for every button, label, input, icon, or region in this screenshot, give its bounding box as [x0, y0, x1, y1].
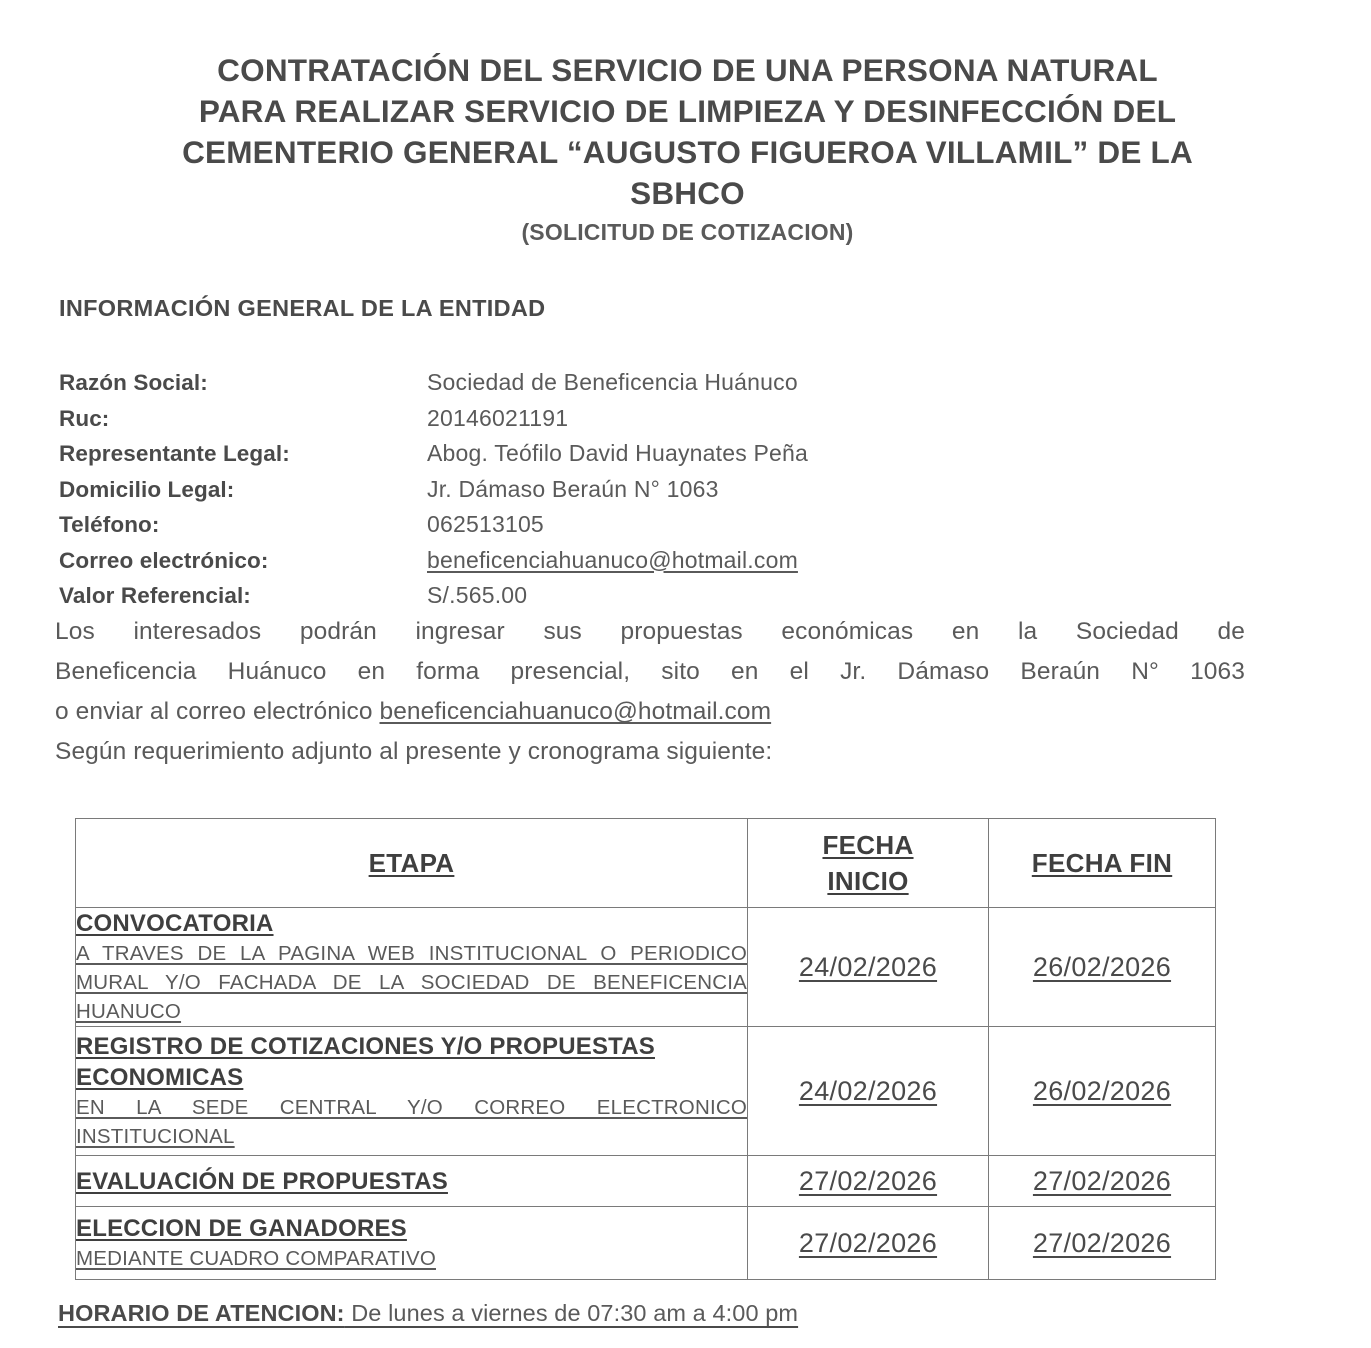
info-value-representante-legal: Abog. Teófilo David Huaynates Peña — [427, 440, 809, 466]
paragraph-line-3 — [55, 692, 1245, 732]
paragraph-line-1: Los interesados podrán ingresar sus propuestas económicas en la Sociedad de — [55, 618, 1245, 645]
info-value-valor-referencial: S/.565.00 — [427, 582, 528, 608]
column-header-etapa — [76, 819, 748, 908]
info-value-telefono: 062513105 — [427, 511, 544, 537]
info-label-representante-legal: Representante Legal: — [59, 441, 290, 466]
info-label-ruc: Ruc: — [59, 405, 110, 431]
info-label-valor-referencial: Valor Referencial: — [59, 583, 251, 608]
info-value-razon-social: Sociedad de Beneficencia Huánuco — [427, 369, 798, 395]
table-row — [76, 908, 1216, 1027]
section-heading-entity-info: INFORMACIÓN GENERAL DE LA ENTIDAD — [59, 295, 546, 321]
etapa-subtext-registro-cotizaciones: EN LA SEDE CENTRAL Y/O CORREO ELECTRONICO INSTITUCIONAL — [76, 1096, 747, 1148]
table-row — [76, 1207, 1216, 1280]
document-subtitle: (SOLICITUD DE COTIZACION) — [521, 219, 854, 245]
attention-hours-value: De lunes a viernes de 07:30 am a 4:00 pm — [344, 1300, 799, 1326]
column-header-fecha-fin — [989, 819, 1216, 908]
info-row-representante-legal — [59, 436, 1309, 472]
info-row-domicilio-legal — [59, 472, 1309, 508]
column-header-fecha-fin-label: FECHA FIN — [1031, 848, 1173, 878]
paragraph-email-link[interactable]: beneficenciahuanuco@hotmail.com — [379, 698, 772, 725]
info-value-domicilio-legal: Jr. Dámaso Beraún N° 1063 — [427, 475, 719, 502]
paragraph-line-2: Beneficencia Huánuco en forma presencial, sito en el Jr. Dámaso Beraún N° 1063 — [55, 658, 1245, 685]
title-line-4: SBHCO — [630, 175, 745, 211]
cell-fecha-inicio-convocatoria — [748, 908, 989, 1027]
info-label-telefono: Teléfono: — [59, 512, 160, 537]
cell-etapa-registro-cotizaciones — [76, 1027, 748, 1156]
table-row — [76, 1027, 1216, 1156]
info-row-telefono — [59, 507, 1309, 543]
attention-hours-label: HORARIO DE ATENCION: — [58, 1300, 345, 1326]
date-value: 24/02/2026 — [798, 951, 938, 982]
date-value: 27/02/2026 — [1032, 1165, 1172, 1196]
table-header-row — [76, 819, 1216, 908]
etapa-title-evaluacion-propuestas: EVALUACIÓN DE PROPUESTAS — [76, 1167, 448, 1195]
info-row-valor-referencial — [59, 578, 1309, 614]
schedule-table-body — [76, 908, 1216, 1280]
instructions-paragraph — [55, 612, 1245, 772]
paragraph-line-4: Según requerimiento adjunto al presente y cronograma siguiente: — [55, 738, 773, 765]
date-value: 27/02/2026 — [798, 1227, 938, 1258]
entity-info-list — [59, 365, 1309, 614]
date-value: 27/02/2026 — [798, 1165, 938, 1196]
column-header-etapa-label: ETAPA — [368, 848, 455, 878]
date-value: 26/02/2026 — [1032, 1075, 1172, 1106]
info-row-correo-electronico — [59, 543, 1309, 579]
etapa-subtext-convocatoria: A TRAVES DE LA PAGINA WEB INSTITUCIONAL O PERIODICO MURAL Y/O FACHADA DE LA SOCIEDAD DE BENEFICENCIA HUANUCO — [76, 942, 747, 1023]
etapa-subtext-eleccion-ganadores: MEDIANTE CUADRO COMPARATIVO — [76, 1247, 436, 1270]
info-label-razon-social: Razón Social: — [59, 370, 208, 395]
info-row-ruc — [59, 401, 1309, 437]
cell-fecha-fin-eleccion-ganadores — [989, 1207, 1216, 1280]
schedule-table — [75, 818, 1216, 1280]
column-header-fecha-inicio-line2: INICIO — [827, 866, 909, 896]
schedule-table-head — [76, 819, 1216, 908]
title-line-3: CEMENTERIO GENERAL “AUGUSTO FIGUEROA VILLAMIL” DE LA — [182, 134, 1193, 170]
cell-fecha-inicio-eleccion-ganadores — [748, 1207, 989, 1280]
etapa-title-registro-cotizaciones: REGISTRO DE COTIZACIONES Y/O PROPUESTAS ECONOMICAS — [76, 1033, 655, 1091]
cell-fecha-inicio-registro-cotizaciones — [748, 1027, 989, 1156]
cell-fecha-fin-registro-cotizaciones — [989, 1027, 1216, 1156]
column-header-fecha-inicio-line1: FECHA — [822, 830, 914, 860]
attention-hours-footer — [58, 1300, 804, 1327]
cell-fecha-fin-convocatoria — [989, 908, 1216, 1027]
date-value: 27/02/2026 — [1032, 1227, 1172, 1258]
info-value-correo-electronico[interactable]: beneficenciahuanuco@hotmail.com — [427, 546, 798, 573]
paragraph-line-3-prefix: o enviar al correo electrónico — [55, 698, 380, 725]
info-label-correo-electronico: Correo electrónico: — [59, 547, 269, 573]
cell-etapa-evaluacion-propuestas — [76, 1156, 748, 1207]
date-value: 26/02/2026 — [1032, 951, 1172, 982]
info-value-ruc: 20146021191 — [427, 404, 569, 431]
info-label-domicilio-legal: Domicilio Legal: — [59, 476, 235, 502]
info-row-razon-social — [59, 365, 1309, 401]
cell-fecha-fin-evaluacion-propuestas — [989, 1156, 1216, 1207]
cell-etapa-convocatoria — [76, 908, 748, 1027]
table-row — [76, 1156, 1216, 1207]
cell-fecha-inicio-evaluacion-propuestas — [748, 1156, 989, 1207]
title-line-2: PARA REALIZAR SERVICIO DE LIMPIEZA Y DESINFECCIÓN DEL — [198, 93, 1177, 129]
etapa-title-convocatoria: CONVOCATORIA — [76, 910, 274, 937]
date-value: 24/02/2026 — [798, 1075, 938, 1106]
etapa-title-eleccion-ganadores: ELECCION DE GANADORES — [76, 1215, 407, 1242]
document-title-block — [70, 50, 1305, 246]
cell-etapa-eleccion-ganadores — [76, 1207, 748, 1280]
schedule-table-container — [75, 818, 1215, 1280]
title-line-1: CONTRATACIÓN DEL SERVICIO DE UNA PERSONA NATURAL — [217, 52, 1158, 88]
column-header-fecha-inicio — [748, 819, 989, 908]
